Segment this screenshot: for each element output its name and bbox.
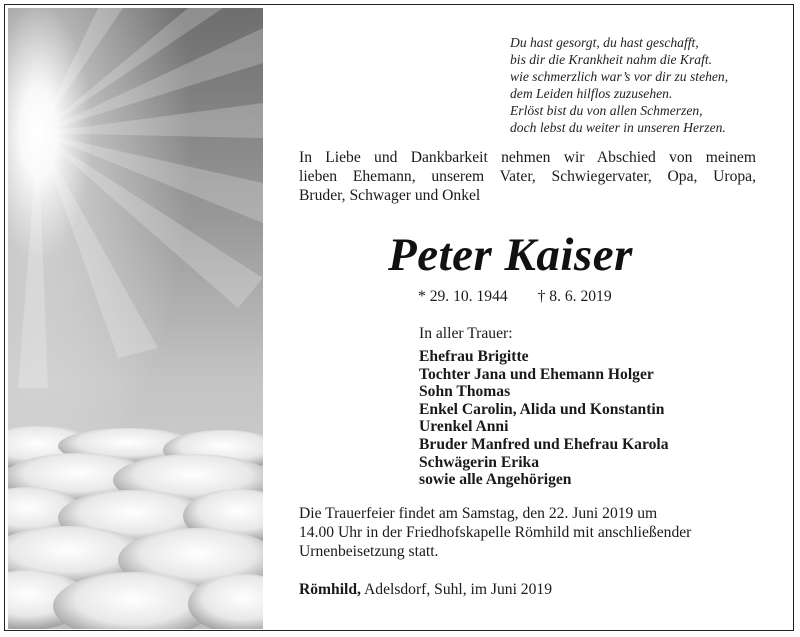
place-town: Römhild, (299, 581, 361, 598)
mourner: Ehefrau Brigitte (419, 348, 529, 365)
farewell-text (299, 148, 756, 205)
mourner: Urenkel Anni (419, 418, 509, 436)
service-line: Urnenbeisetzung statt. (299, 543, 439, 560)
life-dates (418, 288, 612, 306)
mourner: Enkel Carolin, Alida und Konstantin (419, 400, 665, 418)
death-date: † 8. 6. 2019 (537, 288, 612, 305)
mourners-list (419, 348, 669, 489)
poem-line: wie schmerzlich war’s vor dir zu stehen, (510, 69, 729, 84)
poem (510, 34, 780, 136)
poem-line: bis dir die Krankheit nahm die Kraft. (510, 52, 713, 67)
mourner: sowie alle Angehörigen (419, 471, 572, 489)
place-date-line (299, 581, 552, 599)
mourning-heading: In aller Trauer: (419, 325, 513, 342)
mourner: Schwägerin Erika (419, 453, 539, 471)
sky-clouds-image (8, 8, 263, 629)
place-rest: Adelsdorf, Suhl, im Juni 2019 (360, 581, 552, 598)
poem-line: dem Leiden hilflos zuzusehen. (510, 86, 673, 101)
intro-line: lieben Ehemann, unserem Vater, Schwiegervater, Opa, Uropa, (299, 168, 756, 185)
birth-date: * 29. 10. 1944 (418, 288, 508, 305)
deceased-name: Peter Kaiser (388, 229, 633, 281)
poem-line: Du hast gesorgt, du hast geschafft, (510, 35, 699, 50)
mourner: Tochter Jana und Ehemann Holger (419, 365, 654, 383)
mourner: Bruder Manfred und Ehefrau Karola (419, 435, 669, 453)
poem-line: doch lebst du weiter in unseren Herzen. (510, 120, 726, 135)
service-line: 14.00 Uhr in der Friedhofskapelle Römhild mit anschließender (299, 524, 692, 541)
service-line: Die Trauerfeier findet am Samstag, den 22. Juni 2019 um (299, 505, 658, 522)
funeral-service-info (299, 504, 691, 561)
mourner: Sohn Thomas (419, 383, 511, 401)
intro-line: Bruder, Schwager und Onkel (299, 187, 481, 204)
intro-line: In Liebe und Dankbarkeit nehmen wir Abschied von meinem (299, 149, 756, 166)
poem-line: Erlöst bist du von allen Schmerzen, (510, 103, 703, 118)
